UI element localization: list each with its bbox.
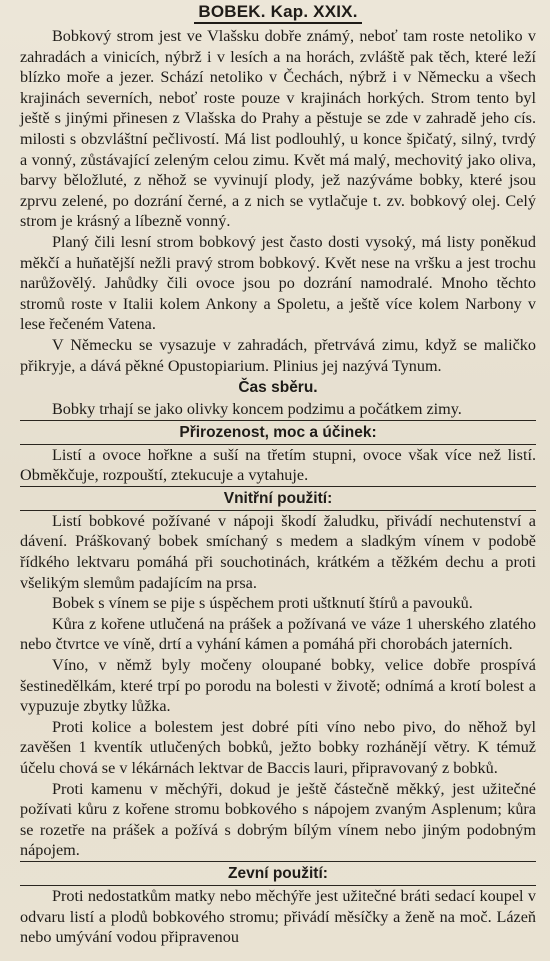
paragraph-wild-laurel: Planý čili lesní strom bobkový jest často dosti vysoký, má listy poněkud měkčí a huňatější nežli pravý strom bobkový. Květ nese na vršku a jest trochu narůžovělý. Jahůdky čili ovoce jsou po dozrání namodralé. Mnoho těchto stromů roste v Italii kolem Ankony a Spoletu, a ještě více kolem Narbony v lese řečeném Vatena. — [20, 232, 536, 334]
paragraph-nature: Listí a ovoce hořkne a suší na třetím stupni, ovoce však více než listí. Obměkčuje, rozpouští, ztekucuje a vytahuje. — [20, 445, 536, 485]
paragraph-internal-6: Proti kamenu v měchýři, dokud je ještě částečně měkký, jest užitečné požívati kůru z kořene stromu bobkového s nápojem zvaným Asplenum; kůra se rozetře na prášek a požívá s dobrým bílým vínem nebo jiným podobným nápojem. — [20, 779, 536, 860]
paragraph-harvest: Bobky trhají se jako olivky koncem podzimu a počátkem zimy. — [52, 400, 462, 419]
paragraph-internal-1: Listí bobkové požívané v nápoji škodí žaludku, přivádí nechutenství a dávení. Práškovaný bobek smíchaný s medem a sladkým vínem v podobě řídkého lektvaru pomáhá při souchotinách, krátkém a těžkém dechu a proti všelikým slemům padajícím na prsa. — [20, 511, 536, 592]
paragraph-internal-4: Víno, v němž byly močeny oloupané bobky, velice dobře prospívá šestinedělkám, které trpí po porodu na bolesti v životě; odnímá a krotí bolest a vypuzuje zbytky lůžka. — [20, 656, 536, 716]
section-title-external-use: Zevní použití: — [228, 864, 328, 882]
paragraph-external-1: Proti nedostatkům matky nebo měchýře jest užitečné bráti sedací koupel v odvaru listí a plodů bobkového stromu; přivádí měsíčky a ženě na moč. Lázeň nebo umývání vodou připravenou — [20, 886, 536, 947]
paragraph-internal-5: Proti kolice a bolestem jest dobré píti víno nebo pivo, do něhož byl zavěšen 1 kventík utlučených bobků, ježto bobky rozhánějí větry. K témuž účelu chová se v lékárnách lektvar de Baccis lauri, připravovaný z bobků. — [20, 717, 536, 777]
section-divider — [20, 861, 536, 862]
chapter-header: BOBEK. Kap. XXIX. — [20, 2, 536, 24]
paragraph-intro: Bobkový strom jest ve Vlašsku dobře známý, neboť tam roste netoliko v zahradách a vinicích, nýbrž i v lesích a na horách, zvláště pak těch, které leží blízko moře a jezer. Schází netoliko v Čechách, nýbrž i v Německu a všech krajinách severních, neboť roste pouze v krajinách horkých. Strom tento byl ještě s jinými přinesen z Vlašska do Prahy a pěstuje se zde v zahradě jeho cís. milosti s obzvláštní pečlivostí. Má list podlouhlý, u konce špičatý, silný, tvrdý a vonný, zůstávající zeleným celou zimu. Květ má malý, mechovitý jako oliva, barvy běložluté, z něhož se vyvinují plody, jež nazýváme bobky, které jsou zprvu zelené, po dozrání černé, a z nich se vytlačuje t. zv. bobkový olej. Celý strom je krásný a líbezně vonný. — [20, 27, 536, 231]
section-divider — [20, 420, 536, 421]
paragraph-germany: V Německu se vysazuje v zahradách, přetrvává zimu, když se maličko přikryje, a dává pěkné Opustopiarium. Plinius jej nazývá Tynum. — [20, 335, 536, 375]
section-title-nature: Přirozenost, moc a účinek: — [179, 423, 377, 441]
section-divider — [20, 486, 536, 487]
paragraph-internal-2: Bobek s vínem se pije s úspěchem proti uštknutí štírů a pavouků. — [52, 594, 473, 613]
section-title-harvest: Čas sběru. — [238, 379, 318, 397]
section-title-internal-use: Vnitřní použití: — [223, 489, 333, 507]
paragraph-internal-3: Kůra z kořene utlučená na prášek a požívaná ve váze 1 uherského zlatého nebo čtvrtce ve víně, drtí a vyhání kámen a pomáhá při chorobách jaterních. — [20, 614, 536, 654]
